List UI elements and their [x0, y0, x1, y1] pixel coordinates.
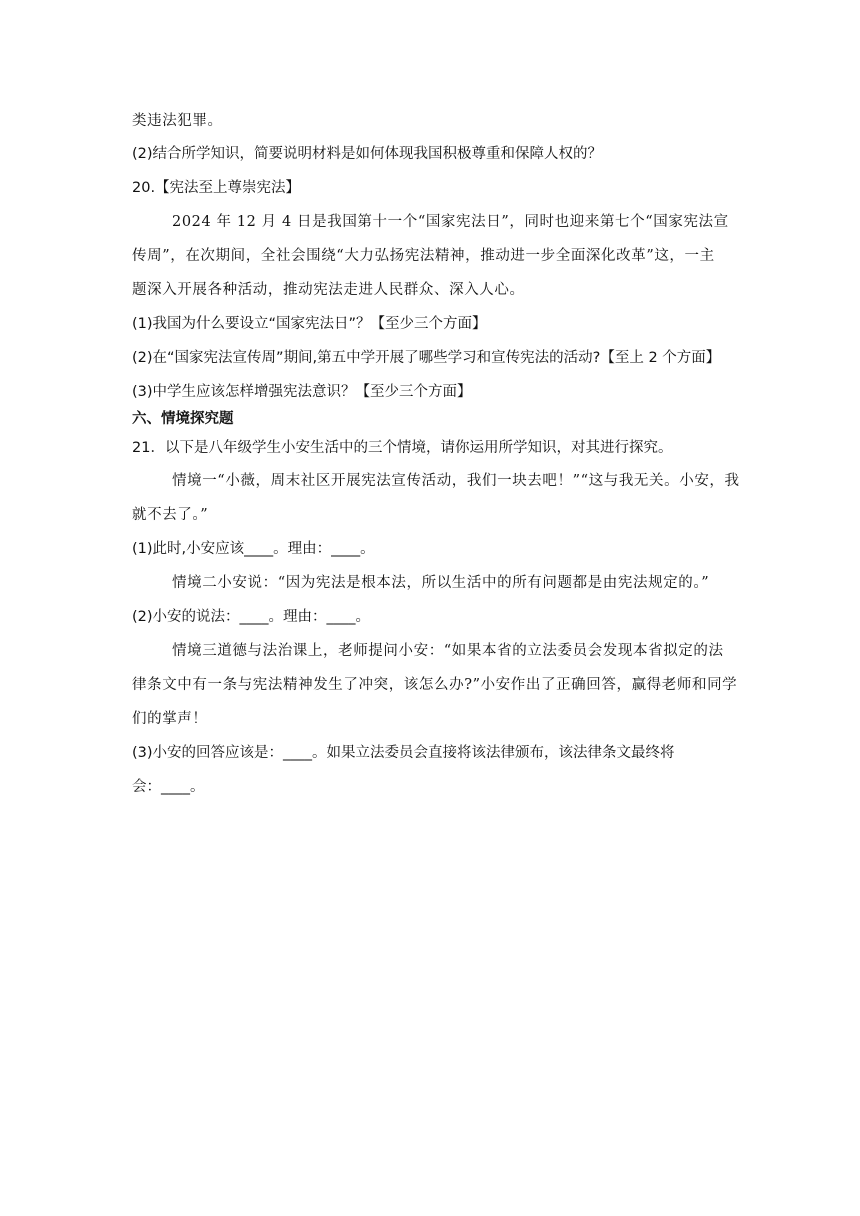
q20-sub-question-1: (1)我国为什么要设立“国家宪法日”？【至少三个方面】: [132, 316, 487, 332]
q20-material-line-2: 传周”，在次期间，全社会围绕“大力弘扬宪法精神，推动进一步全面深化改革”这，一主: [132, 248, 715, 264]
q21-scene-1-line-1: 情境一“小薇，周末社区开展宪法宣传活动，我们一块去吧！”“这与我无关。小安，我: [172, 473, 740, 489]
q21-sub-question-2: (2)小安的说法：____。理由：____。: [132, 609, 371, 625]
q20-sub-question-2: (2)在“国家宪法宣传周”期间,第五中学开展了哪些学习和宣传宪法的活动?【至上 2 个方面】: [132, 350, 721, 366]
q21-scene-1-line-2: 就不去了。”: [132, 507, 209, 523]
q21-sub-question-1: (1)此时,小安应该____。理由：____。: [132, 541, 375, 557]
q20-title: 20.【宪法至上尊崇宪法】: [132, 180, 301, 196]
q21-sub-question-3-line-1: (3)小安的回答应该是：____。如果立法委员会直接将该法律颁布，该法律条文最终将: [132, 745, 675, 761]
q21-scene-3-line-3: 们的掌声！: [132, 711, 208, 727]
q20-material-line-1: 2024 年 12 月 4 日是我国第十一个“国家宪法日”，同时也迎来第七个“国家宪法宣: [172, 214, 729, 230]
q19-tail-line: 类违法犯罪。: [132, 113, 223, 129]
q19-sub-question-2: (2)结合所学知识，简要说明材料是如何体现我国积极尊重和保障人权的？: [132, 146, 603, 162]
q21-scene-3-line-2: 律条文中有一条与宪法精神发生了冲突，该怎么办?”小安作出了正确回答，赢得老师和同学: [132, 677, 738, 693]
section-6-heading: 六、情境探究题: [132, 411, 234, 427]
q21-stem: 21．以下是八年级学生小安生活中的三个情境，请你运用所学知识，对其进行探究。: [132, 440, 673, 456]
q20-material-line-3: 题深入开展各种活动，推动宪法走进人民群众、深入人心。: [132, 282, 525, 298]
q20-sub-question-3: (3)中学生应该怎样增强宪法意识？【至少三个方面】: [132, 384, 472, 400]
q21-scene-2: 情境二小安说：“因为宪法是根本法，所以生活中的所有问题都是由宪法规定的。”: [172, 575, 710, 591]
q21-sub-question-3-line-2: 会：____。: [132, 779, 205, 795]
q21-scene-3-line-1: 情境三道德与法治课上，老师提问小安：“如果本省的立法委员会发现本省拟定的法: [172, 643, 724, 659]
